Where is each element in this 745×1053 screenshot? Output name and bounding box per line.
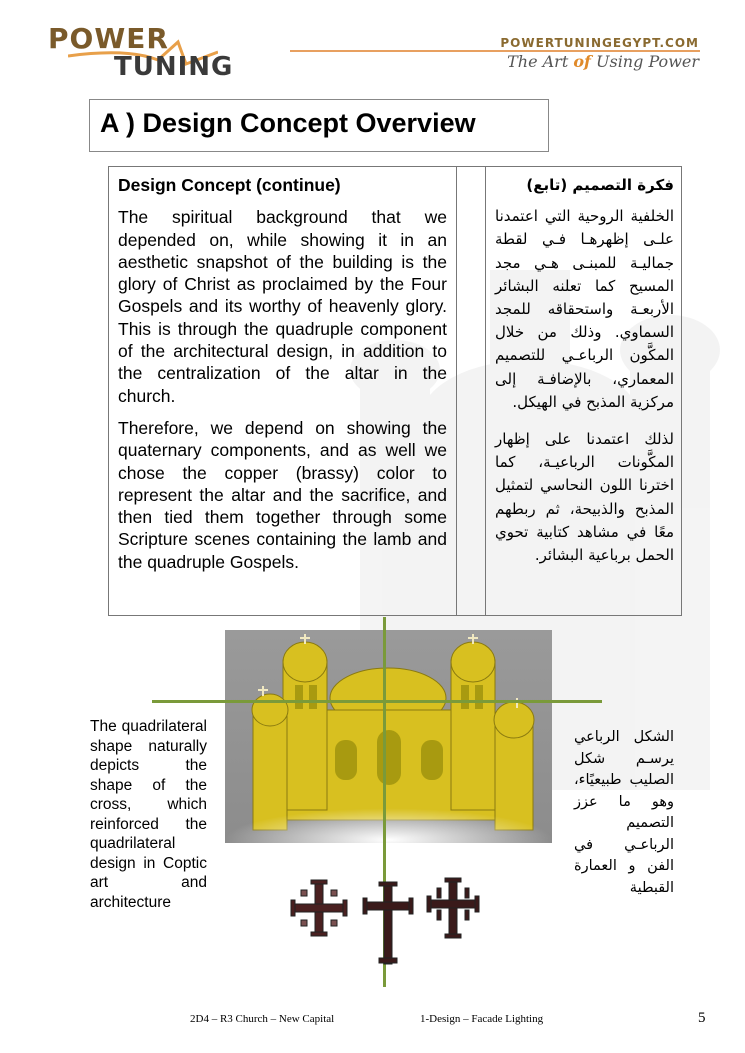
power-tuning-logo <box>48 22 258 84</box>
brand-tagline <box>500 52 699 71</box>
table-divider <box>456 167 457 615</box>
arabic-heading: فكرة التصميم (تابع) <box>526 176 674 194</box>
arabic-column <box>495 174 674 581</box>
coptic-crosses-illustration <box>283 870 493 970</box>
footer-project: 2D4 – R3 Church – New Capital <box>190 1013 335 1025</box>
tagline-post: Using Power <box>590 52 699 71</box>
english-heading: Design Concept (continue) <box>118 175 341 195</box>
logo-line-2: TUNING <box>114 52 234 82</box>
logo-line-1: POWER <box>48 22 169 55</box>
english-paragraph-2: Therefore, we depend on showing the quaternary components, and as well we chose the copper (brassy) color to represent the altar and the sacrifice, and then tied them together through some Scripture scenes containing the lamb and the quadruple Gospels. <box>118 417 447 572</box>
footer-section: 1-Design – Facade Lighting <box>420 1013 544 1025</box>
section-title: A ) Design Concept Overview <box>100 108 476 138</box>
english-paragraph-1: The spiritual background that we depended on, while showing it in an aesthetic snapshot of the building is the glory of Christ as proclaimed by the Four Gospels and its worthy of heavenly glory. This is through the quadruple component of the architectural design, in addition to the centralization of the altar in the church. <box>118 207 447 406</box>
arabic-cross-note: الشكل الرباعي يرسـم شكل الصليب طبيعيًاء، وهو ما عزز التصميم الرباعـي في الفن و العمارة القبطية <box>574 729 674 896</box>
latin-cross-icon <box>363 882 413 964</box>
section-title-box <box>89 99 549 152</box>
church-render-image <box>225 630 552 843</box>
arabic-paragraph-2: لذلك اعتمدنا على إظهار المكَّونات الرباعيـة، كما اخترنا اللون النحاسي لتمثيل المذبح والذبيحة، ثم ربطهم معًا في مشاهد كتابية تحوي الحمل برباعية البشائر. <box>495 430 674 565</box>
page-number: 5 <box>698 1010 706 1026</box>
tagline-of: of <box>573 52 591 71</box>
english-column <box>118 174 447 583</box>
english-cross-note: The quadrilateral shape naturally depicts the shape of the cross, which reinforced the quadrilateral design in Coptic art and architecture <box>90 718 207 911</box>
cross-guide-horizontal <box>152 700 602 703</box>
website-url: POWERTUNINGEGYPT.COM <box>500 36 699 50</box>
budded-cross-icon <box>427 878 479 938</box>
coptic-cross-icon <box>291 880 347 936</box>
brand-block <box>500 36 699 71</box>
tagline-pre: The Art <box>507 52 574 71</box>
table-divider <box>485 167 486 615</box>
concept-table <box>108 166 682 616</box>
arabic-paragraph-1: الخلفية الروحية التي اعتمدنا علـى إظهرهـا فـي لقطة جماليـة للمبنـى هـي مجد المسيح كما تعلنه البشائر الأربعـة واستحقاقه للمجد السماوي. وذلك من خلال المكَّون الرباعـي للتصميم المعماري، بالإضافـة إلى مركزية المذبح في الهيكل. <box>495 207 674 411</box>
